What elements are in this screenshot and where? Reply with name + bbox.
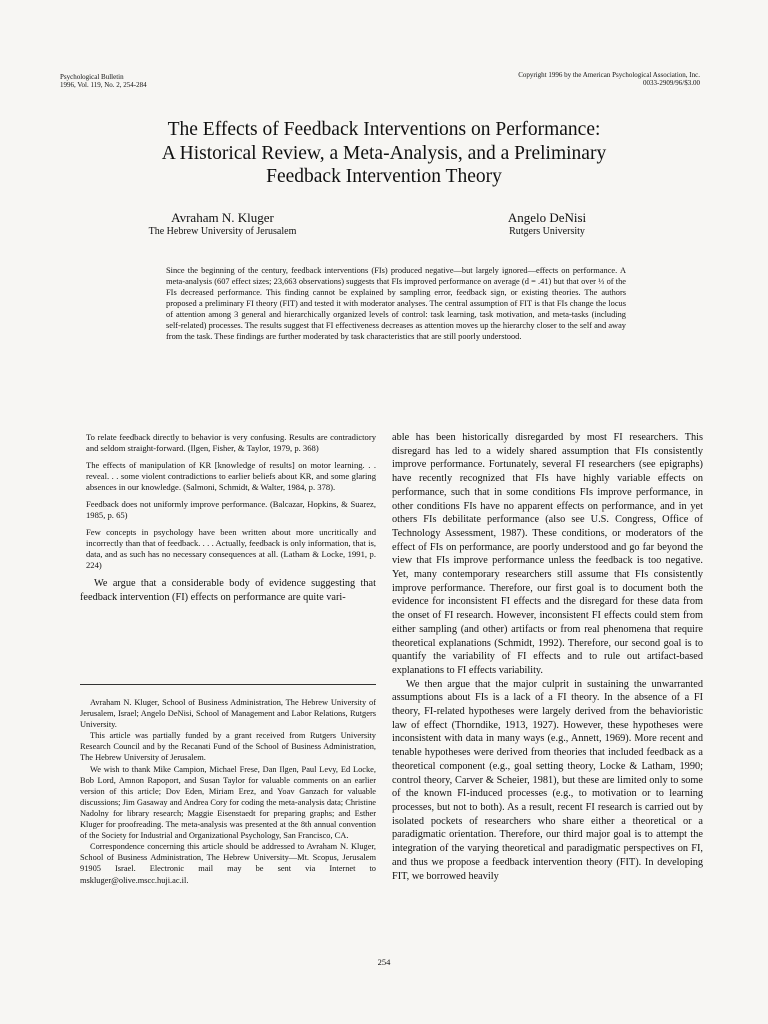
- author-block-2: [480, 210, 614, 238]
- journal-name: Psychological Bulletin: [60, 73, 124, 81]
- body-paragraph: We then argue that the major culprit in sustaining the unwarranted assumptions about FIs is a lack of a FI theory. In the absence of a FI theory, FI-related hypotheses were largely derived from the behavioristic law of effect (Thorndike, 1913, 1927). However, these hypotheses were inconsistent with data in many ways (e.g., Annett, 1969). More recent and tenable hypotheses were derived from theories that included feedback as a theoretical component (e.g., goal setting theory, Locke & Latham, 1990; control theory, Carver & Scheier, 1981), but these are limited only to some of the known FI-induced processes (e.g., to motivation or to learning processes, but not to both). As a result, recent FI research is carried out by isolated pockets of researchers who share either a theoretical or a paradigmatic orientation. Therefore, our third major goal is to attempt the integration of the varying theoretical and paradigmatic perspectives on FI, and thus we propose a feedback intervention theory (FIT). In developing FIT, we borrowed heavily: [392, 678, 703, 882]
- epigraph: To relate feedback directly to behavior is very confusing. Results are contradictory and seldom straight-forward. (Ilgen, Fisher, & Taylor, 1979, p. 368): [86, 432, 376, 453]
- left-column: [80, 432, 376, 604]
- journal-issue: 1996, Vol. 119, No. 2, 254-284: [60, 81, 147, 89]
- issn-line: 0033-2909/96/$3.00: [643, 79, 700, 87]
- article-title: [90, 118, 678, 189]
- copyright-line: Copyright 1996 by the American Psychological Association, Inc.: [518, 71, 700, 79]
- epigraph: The effects of manipulation of KR [knowledge of results] on motor learning. . . reveal. . . some violent contradictions to earlier beliefs about KR, and some glaring absences in our knowledge. (Salmoni, Schmidt, & Walter, 1984, p. 378).: [86, 460, 376, 492]
- author-block-1: [120, 210, 325, 238]
- author-affiliation: Rutgers University: [509, 226, 585, 237]
- body-paragraph: We argue that a considerable body of evidence suggesting that feedback intervention (FI) effects on performance are quite vari-: [80, 578, 376, 603]
- epigraph: Feedback does not uniformly improve performance. (Balcazar, Hopkins, & Suarez, 1985, p. 65): [86, 499, 376, 520]
- footnote: We wish to thank Mike Campion, Michael Frese, Dan Ilgen, Paul Levy, Ed Locke, Bob Lord, Amnon Rapoport, and Susan Taylor for valuable comments on an earlier version of this article; Dov Eden, Miriam Erez, and Yoav Ganzach for valuable discussions; Jim Gasaway and Andrea Cory for coding the meta-analysis data; Christine Nadolny for library research; Maggie Eisenstaedt for preparing graphs; and Esther Kluger for proofreading. The meta-analysis was presented at the 8th annual convention of the Society for Industrial and Organizational Psychology, San Francisco, CA.: [80, 764, 376, 841]
- footnote: Avraham N. Kluger, School of Business Administration, The Hebrew University of Jerusalem, Israel; Angelo DeNisi, School of Management and Labor Relations, Rutgers University.: [80, 698, 376, 730]
- title-line-2: A Historical Review, a Meta-Analysis, and a Preliminary: [161, 142, 607, 164]
- body-paragraph: able has been historically disregarded by most FI researchers. This disregard has led to a widely shared assumption that FIs consistently improve performance. Fortunately, several FI researchers (see epigraphs) have recently recognized that FIs have highly variable effects on performance, such that in some conditions FIs improve performance, in other conditions FIs have no apparent effects on performance, and in yet others FIs debilitate performance (also see U.S. Congress, Office of Technology Assessment, 1987). These conditions, or moderators of the effect of FIs on performance, are poorly understood and go far beyond the view that FIs improve performance unless the feedback is too negative. Yet, many contemporary researchers still assume that FIs consistently improve performance. Therefore, our first goal is to document both the evidence for inconsistent FI effects and the disregard for these data from the onset of FI research. However, inconsistent FI effects could stem from either sampling (and other) artifacts or from real phenomena that require theoretical explanations (Schmidt, 1992). Therefore, our second goal is to quantify the variability of FI effects and to rule out artifact-based explanations to FI effects variability.: [392, 432, 703, 676]
- journal-info: [60, 73, 147, 89]
- abstract: Since the beginning of the century, feedback interventions (FIs) produced negative—but largely ignored—effects on performance. A meta-analysis (607 effect sizes; 23,663 observations) suggests that FIs improved performance on average (d = .41) but that over ⅓ of the FIs decreased performance. This finding cannot be explained by sampling error, feedback sign, or existing theories. The authors proposed a preliminary FI theory (FIT) and tested it with moderator analyses. The central assumption of FIT is that FIs change the locus of attention among 3 general and hierarchically organized levels of control: task learning, task motivation, and meta-tasks (including self-related) processes. The results suggest that FI effectiveness decreases as attention moves up the hierarchy closer to the self and away from the task. These findings are further moderated by task characteristics that are still poorly understood.: [166, 266, 626, 341]
- author-name: Angelo DeNisi: [507, 210, 587, 225]
- title-line-1: The Effects of Feedback Interventions on Performance:: [167, 119, 601, 140]
- right-column: [392, 431, 703, 883]
- title-line-3: Feedback Intervention Theory: [266, 166, 502, 187]
- author-affiliation: The Hebrew University of Jerusalem: [148, 226, 297, 237]
- author-name: Avraham N. Kluger: [171, 210, 274, 225]
- footnote: This article was partially funded by a grant received from Rutgers University Research Council and by the Recanati Fund of the School of Business Administration, The Hebrew University of Jerusalem.: [80, 731, 376, 763]
- footnotes: [80, 697, 376, 886]
- footnote: Correspondence concerning this article should be addressed to Avraham N. Kluger, School of Business Administration, The Hebrew University—Mt. Scopus, Jerusalem 91905 Israel. Electronic mail may be sent via Internet to mskluger@olive.mscc.huji.ac.il.: [80, 842, 376, 885]
- epigraph: Few concepts in psychology have been written about more uncritically and incorrectly than that of feedback. . . . Actually, feedback is only information, that is, data, and as such has no necessary consequences at all. (Latham & Locke, 1991, p. 224): [86, 527, 376, 570]
- copyright-info: [518, 71, 700, 87]
- page-number: 254: [377, 957, 391, 967]
- footnote-rule: [80, 684, 376, 685]
